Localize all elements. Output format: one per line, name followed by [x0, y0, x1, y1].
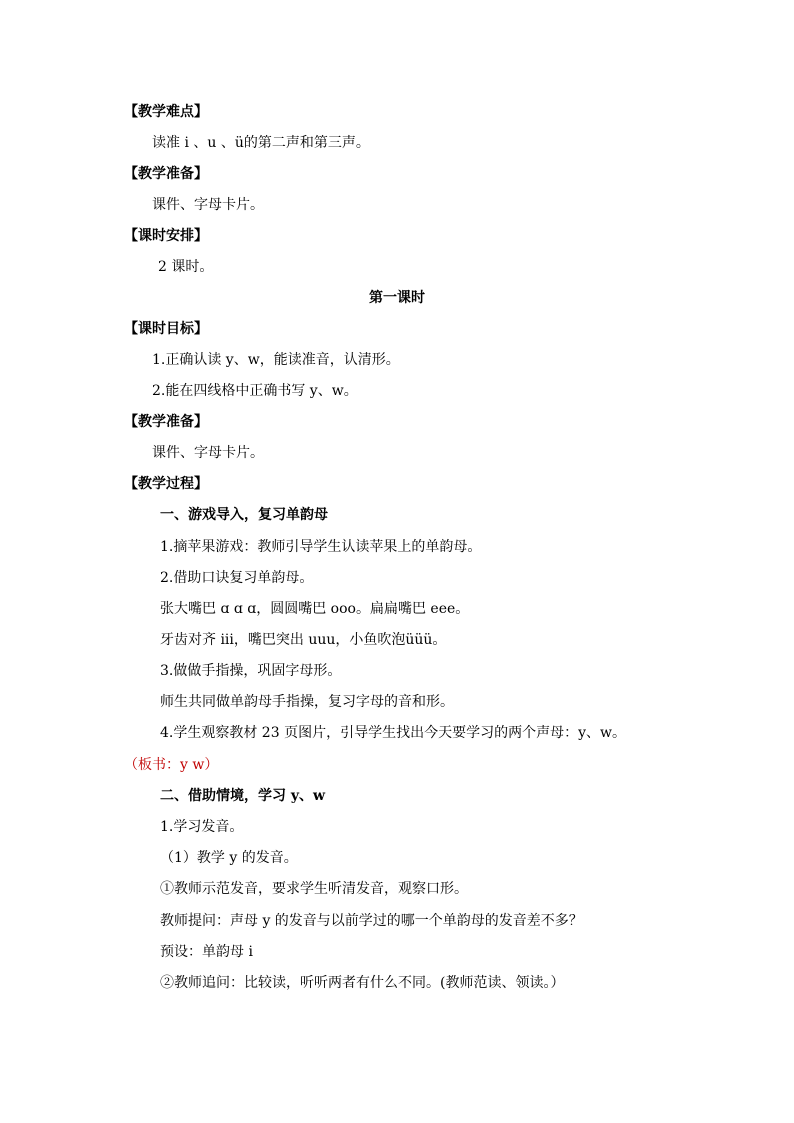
- paragraph: 教师提问：声母 y 的发音与以前学过的哪一个单韵母的发音差不多？: [160, 913, 583, 929]
- paragraph: 1.摘苹果游戏：教师引导学生认读苹果上的单韵母。: [160, 539, 482, 555]
- heading-schedule: 【课时安排】: [124, 228, 208, 244]
- heading-objectives: 【课时目标】: [124, 321, 208, 337]
- paragraph: 师生共同做单韵母手指操，复习字母的音和形。: [160, 694, 454, 710]
- section-title: 第一课时: [369, 290, 425, 306]
- paragraph: ①教师示范发音，要求学生听清发音，观察口形。: [160, 881, 468, 897]
- heading-preparation: 【教学准备】: [124, 414, 208, 430]
- heading-preparation: 【教学准备】: [124, 166, 208, 182]
- board-note: （板书：y w）: [124, 757, 219, 773]
- paragraph: 课件、字母卡片。: [152, 445, 264, 461]
- paragraph: （1）教学 y 的发音。: [160, 850, 298, 866]
- paragraph: 1.正确认读 y、w，能读准音，认清形。: [152, 352, 400, 368]
- paragraph: 3.做做手指操，巩固字母形。: [160, 663, 342, 679]
- paragraph: 2 课时。: [158, 259, 214, 275]
- paragraph: 2.能在四线格中正确书写 y、w。: [152, 383, 358, 399]
- paragraph: 2.借助口诀复习单韵母。: [160, 570, 314, 586]
- paragraph: 张大嘴巴 ɑ ɑ ɑ，圆圆嘴巴 ooo。扁扁嘴巴 eee。: [160, 601, 470, 617]
- paragraph: ②教师追问：比较读，听听两者有什么不同。(教师范读、领读。）: [160, 975, 565, 991]
- heading-process: 【教学过程】: [124, 476, 208, 492]
- subheading: 一、游戏导入，复习单韵母: [160, 507, 328, 523]
- paragraph: 预设：单韵母 i: [160, 944, 253, 960]
- subheading: 二、借助情境，学习 y、w: [160, 788, 326, 804]
- paragraph: 4.学生观察教材 23 页图片，引导学生找出今天要学习的两个声母：y、w。: [160, 725, 626, 741]
- paragraph: 1.学习发音。: [160, 819, 244, 835]
- paragraph: 课件、字母卡片。: [152, 197, 264, 213]
- heading-difficulty: 【教学难点】: [124, 104, 208, 120]
- paragraph: 牙齿对齐 iii，嘴巴突出 uuu，小鱼吹泡üüü。: [160, 632, 447, 648]
- paragraph: 读准 i 、u 、ü的第二声和第三声。: [152, 135, 370, 151]
